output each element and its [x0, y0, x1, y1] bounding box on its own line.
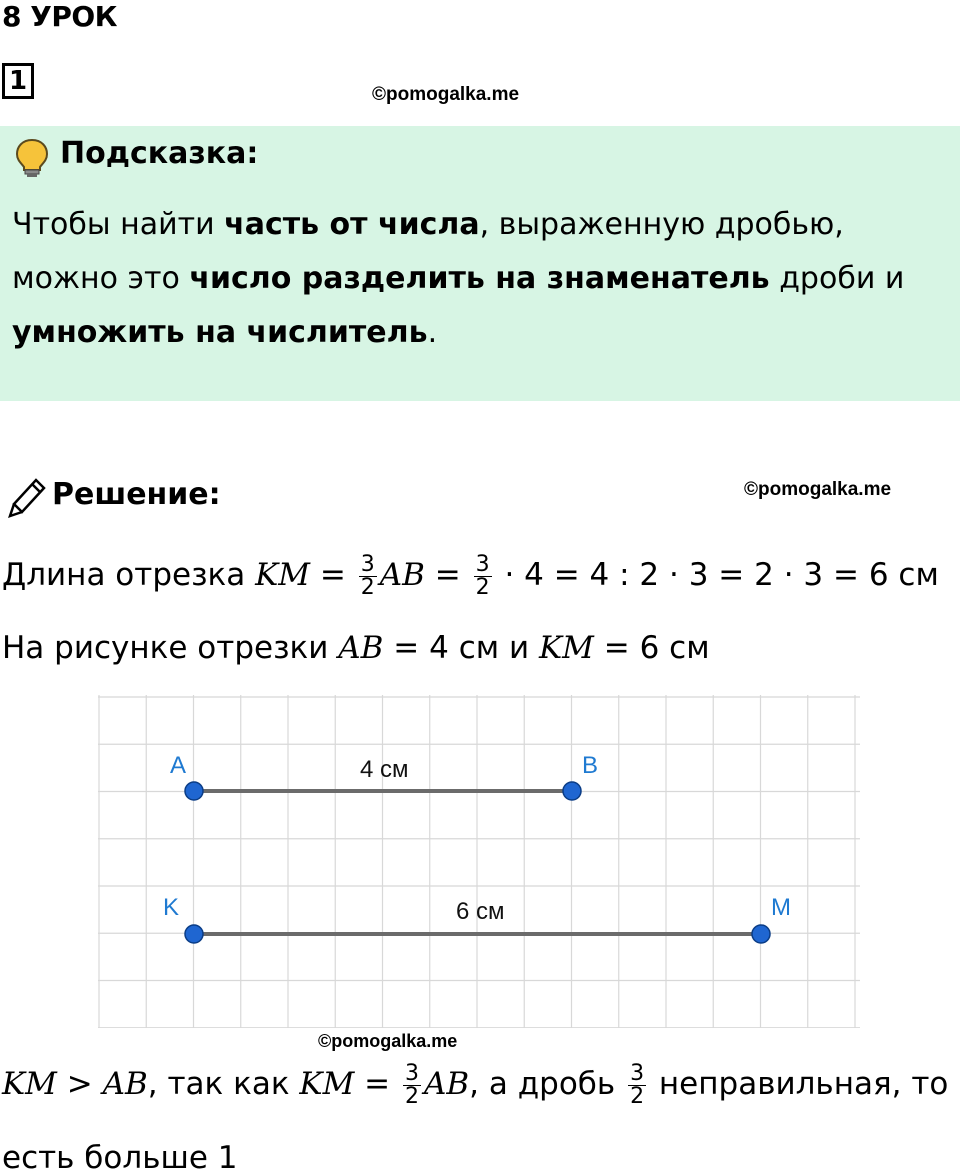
fraction: $\frac{3}{2}$	[475, 552, 490, 600]
point-b	[563, 782, 581, 800]
label-b: B	[582, 752, 599, 779]
watermark: ©pomogalka.me	[318, 1031, 458, 1051]
fraction: $\frac{3}{2}$	[630, 1061, 645, 1109]
fraction: $\frac{3}{2}$	[405, 1061, 419, 1109]
segments-figure	[98, 695, 860, 1028]
label-km-length: 6 см	[456, 898, 505, 925]
solution-line-4: есть больше 1	[2, 1140, 238, 1176]
watermark: ©pomogalka.me	[744, 479, 892, 500]
label-ab-length: 4 см	[360, 756, 409, 783]
point-k	[185, 925, 203, 943]
pencil-icon	[6, 474, 48, 518]
hint-text: Чтобы найти часть от числа, выраженную дробью, можно это число разделить на знаменатель дроби и умножить на числитель.	[12, 207, 905, 350]
solution-title: Решение:	[52, 477, 221, 512]
solution-line-1: Длина отрезка KM = $\frac{3}{2}$ AB = $\frac{3}{2}$ · 4 = 4 : 2 · 3 = 2 · 3 = 6 см	[2, 552, 939, 600]
grid	[98, 695, 860, 1028]
watermark: ©pomogalka.me	[372, 84, 520, 105]
fraction: $\frac{3}{2}$	[360, 552, 375, 600]
point-a	[185, 782, 203, 800]
lightbulb-icon	[14, 138, 50, 178]
point-m	[752, 925, 770, 943]
solution-line-3: KM > AB, так как KM = $\frac{3}{2}$ AB, а дробь $\frac{3}{2}$ неправильная, то	[2, 1061, 949, 1109]
label-a: A	[170, 752, 187, 779]
solution-line-2: На рисунке отрезки AB = 4 см и KM = 6 см	[2, 630, 710, 666]
lesson-title: 8 УРОК	[2, 0, 118, 33]
label-k: K	[163, 894, 180, 921]
label-m: M	[771, 894, 791, 921]
task-number: 1	[2, 63, 34, 99]
hint-title: Подсказка:	[60, 136, 259, 171]
